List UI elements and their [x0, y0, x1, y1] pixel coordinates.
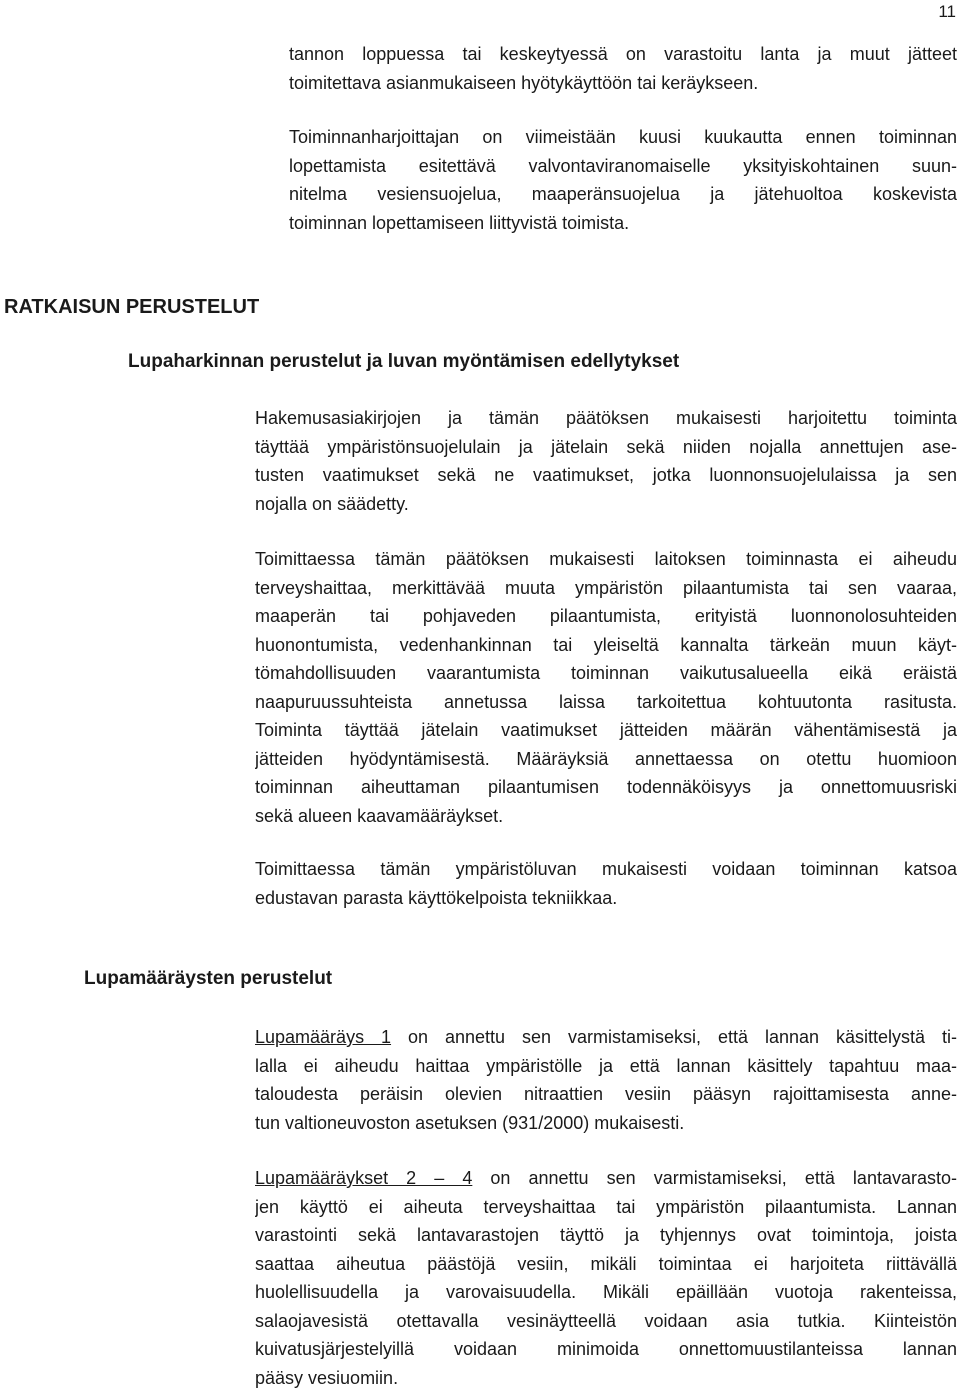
body-paragraph — [255, 1164, 957, 1392]
text-line: toiminnan lopettamiseen liittyvistä toimista. — [289, 209, 957, 238]
text-line: maaperän tai pohjaveden pilaantumista, erityistä luonnonolosuhteiden — [255, 602, 957, 631]
text-line: tannon loppuessa tai keskeytyessä on varastoitu lanta ja muut jätteet — [289, 40, 957, 69]
text-line: nojalla on säädetty. — [255, 490, 957, 519]
text-line: lopettamista esitettävä valvontaviranomaiselle yksityiskohtainen suun- — [289, 152, 957, 181]
text-line: tun valtioneuvoston asetuksen (931/2000) mukaisesti. — [255, 1109, 957, 1138]
text-line: Toimittaessa tämän päätöksen mukaisesti laitoksen toiminnasta ei aiheudu — [255, 545, 957, 574]
text-fragment: on annettu sen varmistamiseksi, että lantavarasto- — [472, 1168, 957, 1188]
text-line: huonontumista, vedenhankinnan tai yleiseltä kannalta tärkeän muun käyt- — [255, 631, 957, 660]
regulation-reference: Lupamääräykset 2 – 4 — [255, 1168, 472, 1188]
body-paragraph — [255, 545, 957, 830]
text-line: kuivatusjärjestelyillä voidaan minimoida onnettomuustilanteissa lannan — [255, 1335, 957, 1364]
text-line: taloudesta peräisin olevien nitraattien vesiin pääsyn rajoittamisesta anne- — [255, 1080, 957, 1109]
text-line — [255, 1023, 957, 1052]
intro-paragraph-1 — [289, 40, 957, 97]
text-line: Toimittaessa tämän ympäristöluvan mukaisesti voidaan toiminnan katsoa — [255, 855, 957, 884]
regulation-reference: Lupamääräys 1 — [255, 1027, 391, 1047]
text-line: jen käyttö ei aiheuta terveyshaittaa tai ympäristön pilaantumista. Lannan — [255, 1193, 957, 1222]
text-line: edustavan parasta käyttökelpoista tekniikkaa. — [255, 884, 957, 913]
subsection-title: Lupamääräysten perustelut — [84, 968, 332, 990]
text-line: terveyshaittaa, merkittävää muuta ympäristön pilaantumista tai sen vaaraa, — [255, 574, 957, 603]
body-paragraph — [255, 404, 957, 518]
text-line: toimitettava asianmukaiseen hyötykäyttöön tai keräykseen. — [289, 69, 957, 98]
text-line: pääsy vesiuomiin. — [255, 1364, 957, 1392]
text-line: Toiminta täyttää jätelain vaatimukset jätteiden määrän vähentämisestä ja — [255, 716, 957, 745]
text-line: täyttää ympäristönsuojelulain ja jätelain sekä niiden nojalla annettujen ase- — [255, 433, 957, 462]
text-line: sekä alueen kaavamääräykset. — [255, 802, 957, 831]
text-fragment: on annettu sen varmistamiseksi, että lannan käsittelystä ti- — [391, 1027, 957, 1047]
body-paragraph — [255, 855, 957, 912]
text-line: nitelma vesiensuojelua, maaperänsuojelua ja jätehuoltoa koskevista — [289, 180, 957, 209]
text-line: saattaa aiheutua päästöjä vesiin, mikäli toimintaa ei harjoiteta riittävällä — [255, 1250, 957, 1279]
text-line: salaojavesistä otettavalla vesinäytteellä voidaan asia tutkia. Kiinteistön — [255, 1307, 957, 1336]
subsection-title: Lupaharkinnan perustelut ja luvan myöntämisen edellytykset — [128, 351, 679, 373]
text-line: jätteiden hyödyntämisestä. Määräyksiä annettaessa on otettu huomioon — [255, 745, 957, 774]
text-line: Toiminnanharjoittajan on viimeistään kuusi kuukautta ennen toiminnan — [289, 123, 957, 152]
text-line: lalla ei aiheudu haittaa ympäristölle ja että lannan käsittely tapahtuu maa- — [255, 1052, 957, 1081]
intro-paragraph-2 — [289, 123, 957, 237]
section-title: RATKAISUN PERUSTELUT — [4, 296, 259, 319]
text-line: tömahdollisuuden vaarantumista toiminnan vaikutusalueella eikä eräistä — [255, 659, 957, 688]
text-line: huolellisuudella ja varovaisuudella. Mikäli epäillään vuotoja rakenteissa, — [255, 1278, 957, 1307]
text-line: toiminnan aiheuttaman pilaantumisen todennäköisyys ja onnettomuusriski — [255, 773, 957, 802]
body-paragraph — [255, 1023, 957, 1137]
text-line — [255, 1164, 957, 1193]
text-line: varastointi sekä lantavarastojen täyttö ja tyhjennys ovat toimintoja, joista — [255, 1221, 957, 1250]
text-line: Hakemusasiakirjojen ja tämän päätöksen mukaisesti harjoitettu toiminta — [255, 404, 957, 433]
page-number: 11 — [938, 2, 956, 22]
text-line: tusten vaatimukset sekä ne vaatimukset, jotka luonnonsuojelulaissa ja sen — [255, 461, 957, 490]
text-line: naapuruussuhteista annetussa laissa tarkoitettua kohtuutonta rasitusta. — [255, 688, 957, 717]
